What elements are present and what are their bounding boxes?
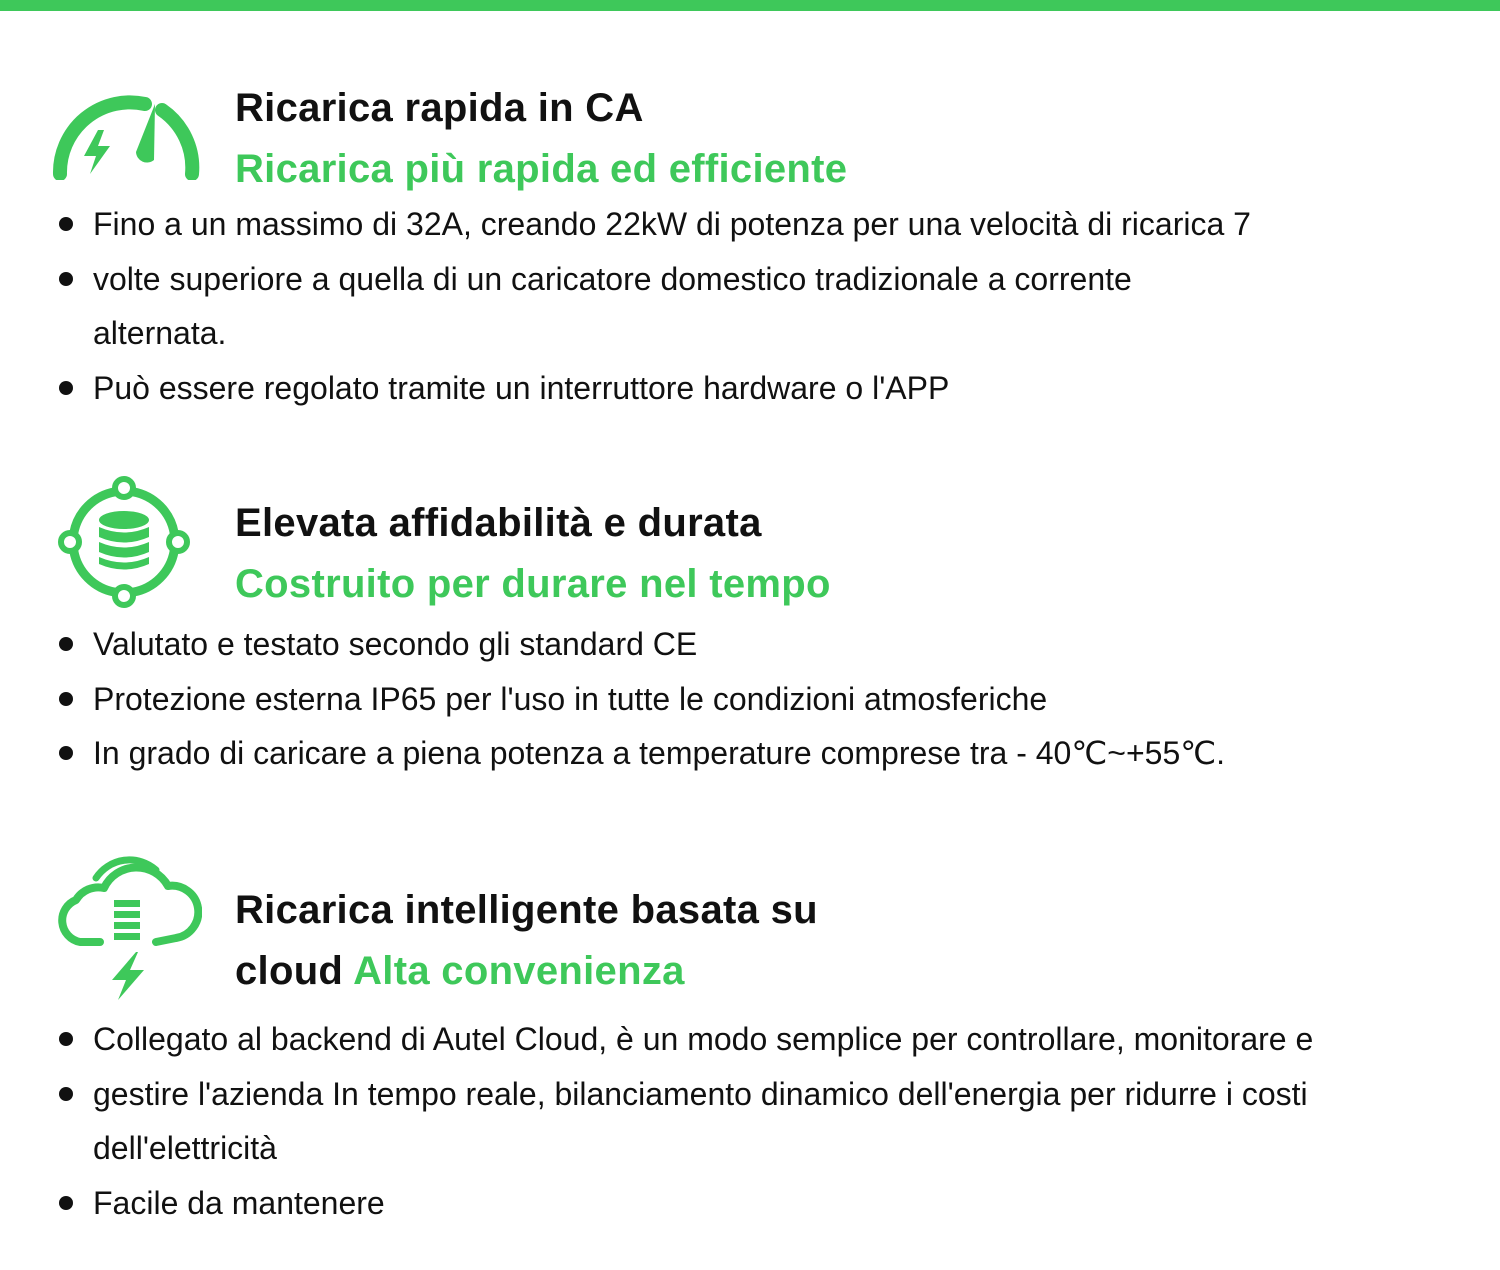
speedometer-bolt-icon	[50, 88, 202, 180]
bullet-list	[0, 197, 1251, 415]
bullet-icon	[59, 272, 73, 286]
bullet-list	[0, 1012, 1313, 1230]
list-item: Protezione esterna IP65 per l'uso in tutte le condizioni atmosferiche	[0, 672, 1225, 727]
bullet-list	[0, 617, 1225, 781]
list-item-continuation: dell'elettricità	[93, 1130, 277, 1166]
section-title	[235, 78, 847, 200]
bullet-icon	[59, 1196, 73, 1210]
section-title	[235, 493, 831, 615]
title-text: Elevata affidabilità e durata	[235, 501, 762, 545]
list-item-continuation: alternata.	[93, 315, 227, 351]
section-title	[235, 880, 818, 1002]
subtitle-text: Alta convenienza	[353, 949, 685, 993]
bullet-icon	[59, 637, 73, 651]
bullet-icon	[59, 217, 73, 231]
top-accent-bar	[0, 0, 1500, 11]
bullet-icon	[59, 1087, 73, 1101]
list-item: Valutato e testato secondo gli standard CE	[0, 617, 1225, 672]
bullet-icon	[59, 692, 73, 706]
list-item: Collegato al backend di Autel Cloud, è un modo semplice per controllare, monitorare e	[0, 1012, 1313, 1067]
list-item: Può essere regolato tramite un interruttore hardware o l'APP	[0, 361, 1251, 416]
list-item: In grado di caricare a piena potenza a temperature comprese tra - 40℃~+55℃.	[0, 726, 1225, 781]
title-text: Ricarica rapida in CA	[235, 86, 644, 130]
list-item: gestire l'azienda In tempo reale, bilanciamento dinamico dell'energia per ridurre i costi	[0, 1067, 1313, 1122]
subtitle-text: Ricarica più rapida ed efficiente	[235, 147, 848, 191]
cloud-charging-icon	[52, 856, 202, 1002]
list-item: Fino a un massimo di 32A, creando 22kW di potenza per una velocità di ricarica 7	[0, 197, 1251, 252]
list-item: volte superiore a quella di un caricatore domestico tradizionale a corrente	[0, 252, 1251, 307]
database-network-icon	[58, 476, 190, 608]
title-text: Ricarica intelligente basata su	[235, 888, 818, 932]
subtitle-text: Costruito per durare nel tempo	[235, 562, 831, 606]
title-text-line2: cloud Alta convenienza	[235, 949, 685, 993]
bullet-icon	[59, 381, 73, 395]
list-item: Facile da mantenere	[0, 1176, 1313, 1231]
bullet-icon	[59, 1032, 73, 1046]
bullet-icon	[59, 746, 73, 760]
